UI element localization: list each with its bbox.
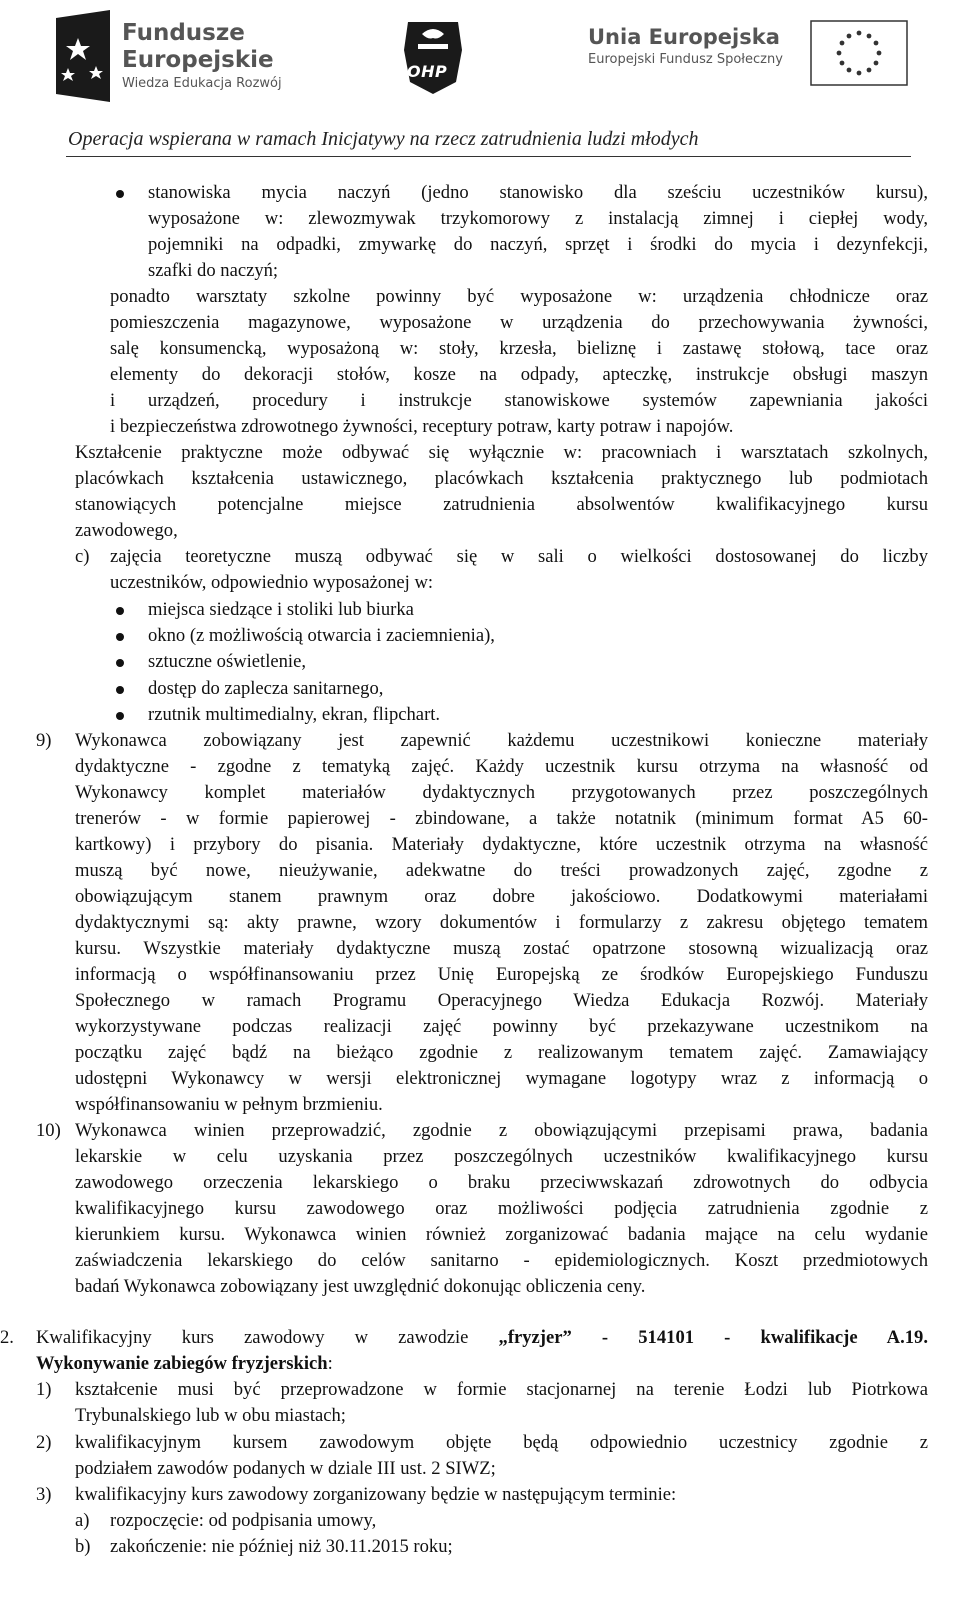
text-line: muszą być nowe, nieużywanie, adekwatne do treści prowadzonych zajęć, zgodne z <box>75 860 928 881</box>
text-line: dydaktyczne - zgodne z tematyką zajęć. Każdy uczestnik kursu otrzyma na własność od <box>75 756 928 777</box>
text-line: Wykonawca winien przeprowadzić, zgodnie z obowiązującymi przepisami prawa, badania <box>75 1120 928 1141</box>
logo-ohp-text: OHP <box>407 62 448 81</box>
section-2-title-bold: „fryzjer” - 514101 - kwalifikacje A.19. <box>498 1327 928 1348</box>
text-line: informacją o współfinansowaniu przez Unię Europejską ze środków Europejskiego Funduszu <box>75 964 928 985</box>
text-line: zawodowego orzeczenia lekarskiego o braku przeciwwskazań zdrowotnych do odbycia <box>75 1172 928 1193</box>
text-line: wyposażone w: zlewozmywak trzykomorowy z instalacją zimnej i ciepłej wody, <box>148 208 928 229</box>
text-line: uczestników, odpowiednio wyposażonej w: <box>110 572 434 593</box>
text-line: kształcenie musi być przeprowadzone w formie stacjonarnej na terenie Łodzi lub Piotrkowa <box>75 1379 928 1400</box>
logo-ue-line1: Unia Europejska <box>588 25 780 49</box>
text-line: Wykonawca zobowiązany jest zapewnić każdemu uczestnikowi konieczne materiały <box>75 730 928 751</box>
text-line: c) <box>75 546 90 567</box>
text-line: kwalifikacyjny kurs zawodowy zorganizowany będzie w następującym terminie: <box>75 1484 677 1505</box>
text-line: podziałem zawodów podanych w dziale III ust. 2 SIWZ; <box>75 1458 496 1479</box>
text-line: dostęp do zaplecza sanitarnego, <box>148 678 384 699</box>
bullet-icon <box>116 633 124 641</box>
text-line: pomieszczenia magazynowe, wyposażone w urządzenia do przechowywania żywności, <box>110 312 928 333</box>
logo-fe-line3: Wiedza Edukacja Rozwój <box>122 76 282 91</box>
text-line: 3) <box>36 1484 52 1505</box>
text-line: zaświadczenia lekarskiego do celów sanitarno - epidemiologicznych. Koszt przedmiotowych <box>75 1250 928 1271</box>
text-line: 2. <box>0 1327 14 1348</box>
bullet-icon <box>116 659 124 667</box>
text-line: 9) <box>36 730 52 751</box>
logo-ue-line2: Europejski Fundusz Społeczny <box>588 52 783 67</box>
text-line: kwalifikacyjnego kursu zawodowego oraz możliwości podjęcia zatrudnienia zgodnie z <box>75 1198 928 1219</box>
text-line: a) <box>75 1510 90 1531</box>
text-line: współfinansowaniu w pełnym brzmieniu. <box>75 1094 383 1115</box>
bullet-icon <box>116 190 124 198</box>
text-line: dydaktycznymi są: akty prawne, wzory dokumentów i formularzy z zakresu objętego tematem <box>75 912 928 933</box>
text-line: ponadto warsztaty szkolne powinny być wyposażone w: urządzenia chłodnicze oraz <box>110 286 928 307</box>
bullet-icon <box>116 686 124 694</box>
bullet-icon <box>116 712 124 720</box>
header-tagline: Operacja wspierana w ramach Inicjatywy na rzecz zatrudnienia ludzi młodych <box>68 128 699 150</box>
text-line: Wykonawcy komplet materiałów dydaktycznych przygotowanych przez poszczególnych <box>75 782 928 803</box>
text-line: badań Wykonawca zobowiązany jest uwzględnić dokonując obliczenia ceny. <box>75 1276 646 1297</box>
text-line: rozpoczęcie: od podpisania umowy, <box>110 1510 377 1531</box>
text-line: 1) <box>36 1379 52 1400</box>
bullet-icon <box>116 607 124 615</box>
text-line: Trybunalskiego lub w obu miastach; <box>75 1405 346 1426</box>
text-line: sztuczne oświetlenie, <box>148 651 306 672</box>
text-line: miejsca siedzące i stoliki lub biurka <box>148 599 414 620</box>
text-line: elementy do dekoracji stołów, kosze na odpady, apteczkę, instrukcje obsługi maszyn <box>110 364 928 385</box>
text-line: szafki do naczyń; <box>148 260 279 281</box>
text-line: pojemniki na odpadki, zmywarkę do naczyń, sprzęt i środki do mycia i dezynfekcji, <box>148 234 928 255</box>
section-2-title-prefix: Kwalifikacyjny kurs zawodowy w zawodzie <box>36 1327 499 1348</box>
text-line: stanowiących potencjalne miejsce zatrudnienia absolwentów kwalifikacyjnego kursu <box>75 494 928 515</box>
text-line: zajęcia teoretyczne muszą odbywać się w sali o wielkości dostosowanej do liczby <box>110 546 928 567</box>
text-line: Społecznego w ramach Programu Operacyjnego Wiedza Edukacja Rozwój. Materiały <box>75 990 928 1011</box>
text-line: b) <box>75 1536 91 1557</box>
text-line: zawodowego, <box>75 520 178 541</box>
text-line: kierunkiem kursu. Wykonawca winien również zorganizować badania mające na celu wydanie <box>75 1224 928 1245</box>
text-line: trenerów - w formie papierowej - zbindowane, a także notatnik (minimum format A5 60- <box>75 808 928 829</box>
text-line: Kształcenie praktyczne może odbywać się wyłącznie w: pracowniach i warsztatach szkolnych, <box>75 442 928 463</box>
text-line: obowiązującym stanem prawnym oraz dobre jakościowo. Dodatkowymi materiałami <box>75 886 928 907</box>
text-line: placówkach kształcenia ustawicznego, placówkach kształcenia praktycznego lub podmiotach <box>75 468 928 489</box>
text-line <box>36 1351 333 1377</box>
logo-fe-line2: Europejskie <box>122 47 274 73</box>
text-line <box>36 1325 928 1351</box>
text-line: kartkowy) i przybory do pisania. Materiały dydaktyczne, które uczestnik otrzyma na własność <box>75 834 928 855</box>
text-line: wykorzystywane podczas realizacji zajęć powinny być przekazywane uczestnikom na <box>75 1016 928 1037</box>
text-line: 10) <box>36 1120 61 1141</box>
text-line: i urządzeń, procedury i instrukcje stanowiskowe systemów zapewniania jakości <box>110 390 928 411</box>
text-line: lekarskie w celu uzyskania przez poszczególnych uczestników kwalifikacyjnego kursu <box>75 1146 928 1167</box>
text-line: okno (z możliwością otwarcia i zaciemnienia), <box>148 625 495 646</box>
logo-fe-line1: Fundusze <box>122 20 245 46</box>
text-line: i bezpieczeństwa zdrowotnego żywności, receptury potraw, karty potraw i napojów. <box>110 416 734 437</box>
section-2-subtitle-suffix: : <box>327 1353 333 1374</box>
text-line: stanowiska mycia naczyń (jedno stanowisko dla sześciu uczestników kursu), <box>148 182 928 203</box>
text-line: początku zajęć bądź na bieżąco zgodnie z realizowanym tematem zajęć. Zamawiający <box>75 1042 928 1063</box>
text-line: rzutnik multimedialny, ekran, flipchart. <box>148 704 441 725</box>
section-2-subtitle-bold: Wykonywanie zabiegów fryzjerskich <box>36 1353 328 1374</box>
text-line: 2) <box>36 1432 52 1453</box>
text-line: salę konsumencką, wyposażoną w: stoły, krzesła, bieliznę i zastawę stołową, tace oraz <box>110 338 928 359</box>
text-line: kwalifikacyjnym kursem zawodowym objęte będą odpowiednio uczestnicy zgodnie z <box>75 1432 928 1453</box>
text-line: kursu. Wszystkie materiały dydaktyczne muszą zostać opatrzone stosowną wizualizacją oraz <box>75 938 928 959</box>
text-line: udostępni Wykonawcy w wersji elektronicznej wymagane logotypy wraz z informacją o <box>75 1068 928 1089</box>
text-line: zakończenie: nie później niż 30.11.2015 roku; <box>110 1536 453 1557</box>
